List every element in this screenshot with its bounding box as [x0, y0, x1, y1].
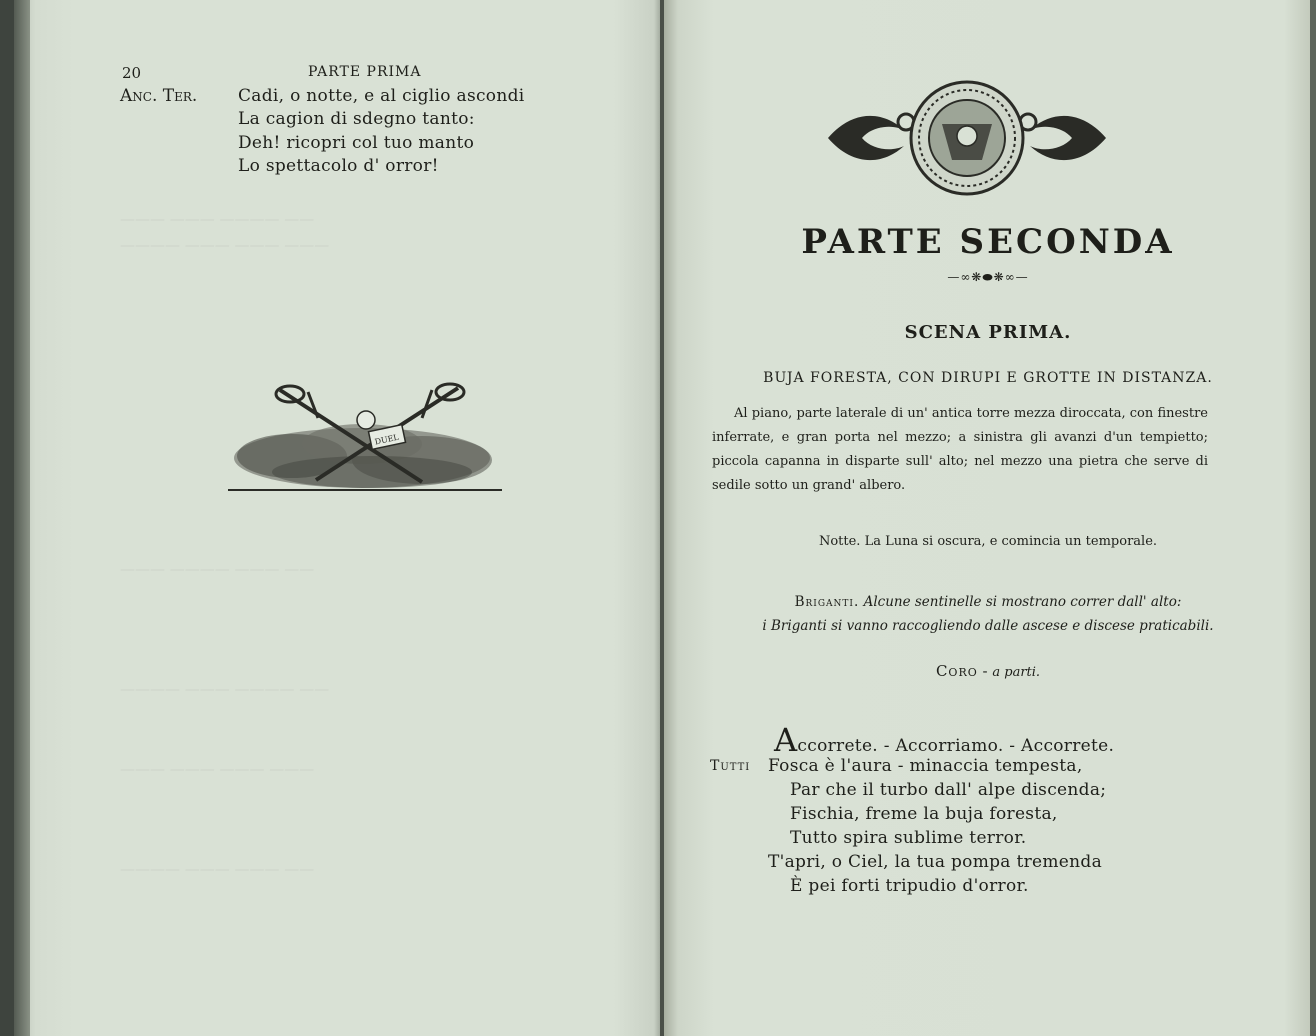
verse-line-rest: ccorrete. - Accorriamo. - Accorrete. [797, 736, 1115, 756]
bleed-through-text: ———— ——— ———— —— [120, 680, 330, 698]
bleed-through-text: ——— ——— ———— —— [120, 210, 315, 228]
page-edge-shadow [14, 0, 30, 1036]
verse-line-first [774, 721, 1115, 759]
verse-line: Lo spettacolo d' orror! [238, 156, 439, 176]
bleed-through-text: ——— ——— ——— ——— [120, 760, 315, 778]
briganti-line-2: i Briganti si vanno raccogliendo dalle ascese e discese praticabili. [762, 618, 1214, 634]
stage-description: Al piano, parte laterale di un' antica torre mezza diroccata, con finestre inferrate, e gran porta nel mezzo; a sinistra gli avanzi d'un tempietto; piccola capanna in disparte sull' alto; nel mezzo una pietra che serve di sedile sotto un grand' albero. [712, 406, 1208, 493]
speaker-label: Anc. Ter. [120, 86, 198, 106]
page-number: 20 [122, 64, 142, 82]
verse-line: Tutto spira sublime terror. [790, 828, 1027, 848]
bleed-through-text: ——— ———— ——— —— [120, 560, 315, 578]
coro-dash: - [977, 662, 993, 680]
verse-line: T'apri, o Ciel, la tua pompa tremenda [768, 852, 1103, 872]
verse-line: Par che il turbo dall' alpe discenda; [790, 780, 1107, 800]
coro-heading [664, 662, 1312, 680]
briganti-direction [664, 590, 1312, 638]
coro-name: Coro [935, 662, 978, 680]
verse-line: Cadi, o notte, e al ciglio ascondi [238, 86, 525, 106]
verse-line: Fischia, freme la buja foresta, [790, 804, 1058, 824]
bleed-through-text: ———— ——— ——— ——— [120, 236, 330, 254]
decorative-rule: —∞❋⬬❋∞— [947, 270, 1029, 284]
tutti-label: Tutti [710, 758, 751, 774]
setting-line: BUJA FORESTA, CON DIRUPI E GROTTE IN DISTANZA. [763, 370, 1213, 386]
verse-line: Fosca è l'aura - minaccia tempesta, [768, 756, 1083, 776]
coro-direction: a parti. [992, 665, 1041, 680]
verse-line: È pei forti tripudio d'orror. [790, 876, 1029, 896]
page-edge [1310, 0, 1316, 1036]
stage-note: Notte. La Luna si oscura, e comincia un temporale. [818, 534, 1158, 549]
svg-text:DUEL: DUEL [373, 432, 400, 447]
running-head: PARTE PRIMA [308, 64, 422, 80]
briganti-name: Briganti. [794, 594, 860, 610]
section-title: PARTE SECONDA [801, 222, 1175, 262]
drop-cap: A [774, 721, 798, 759]
verse-line: Deh! ricopri col tuo manto [238, 133, 475, 153]
ornament-emblem [822, 80, 1112, 198]
briganti-line-1: Alcune sentinelle si mostrano correr dall' alto: [863, 594, 1182, 610]
verse-line: La cagion di sdegno tanto: [238, 109, 475, 129]
crossed-swords-vignette [222, 372, 508, 504]
bleed-through-text: ———— ——— ——— —— [120, 860, 315, 878]
scene-heading: SCENA PRIMA. [904, 322, 1072, 343]
